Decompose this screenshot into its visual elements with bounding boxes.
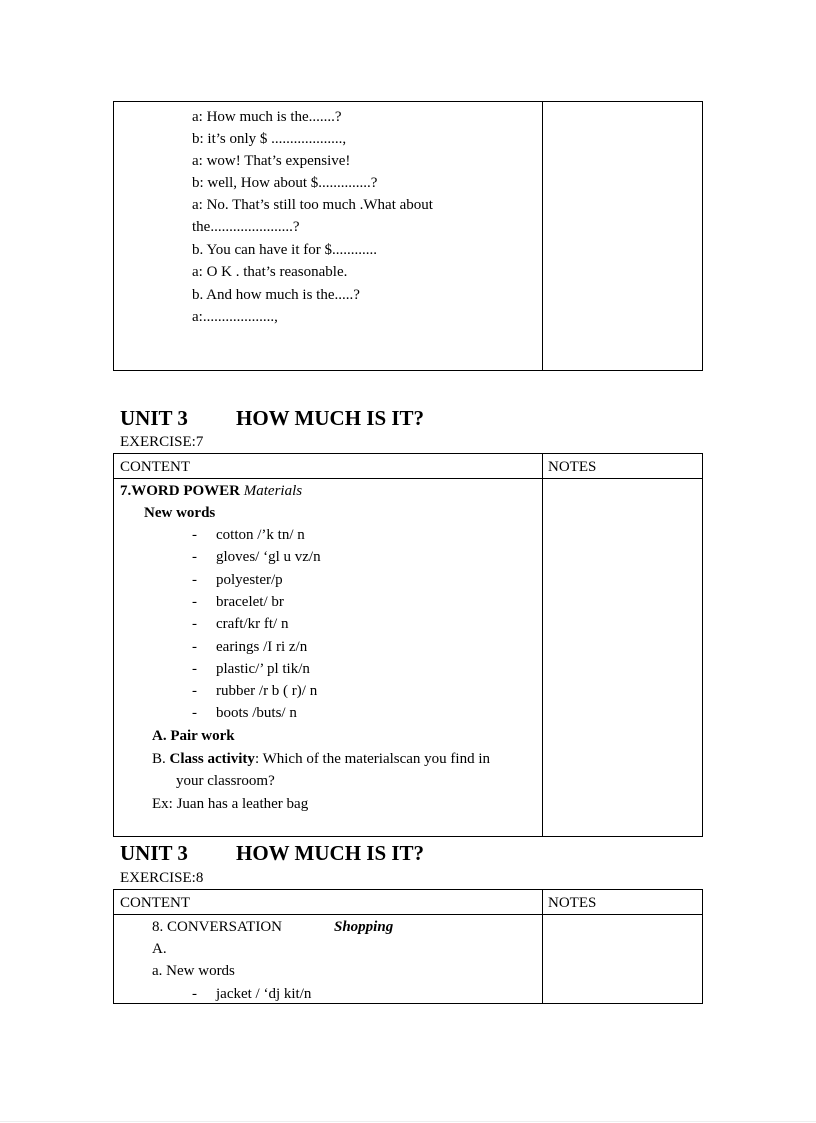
unit-title: HOW MUCH IS IT?: [236, 841, 425, 865]
unit-title: HOW MUCH IS IT?: [236, 406, 425, 430]
item-b-marker: B.: [152, 751, 166, 767]
header-divider: [114, 914, 702, 915]
column-header-content: CONTENT: [120, 459, 190, 475]
dialogue-line: b: well, How about $..............?: [192, 175, 378, 191]
dialogue-line: b. You can have it for $............: [192, 242, 377, 258]
vocab-word: gloves/ ‘gl u vz/n: [216, 549, 321, 565]
column-divider: [542, 102, 543, 370]
unit-label: UNIT 3: [120, 841, 188, 865]
dialogue-line: b: it’s only $ ...................,: [192, 131, 347, 147]
item-a: [152, 729, 235, 744]
vocab-word: polyester/p: [216, 572, 283, 588]
section-heading-italic: Materials: [243, 483, 303, 499]
unit-heading: [120, 841, 425, 865]
column-header-content: CONTENT: [120, 895, 190, 911]
bullet-dash: -: [192, 639, 197, 655]
bullet-dash: -: [192, 705, 197, 721]
item-b-continuation: your classroom?: [176, 773, 275, 789]
bullet-dash: -: [192, 616, 197, 632]
bullet-dash: -: [192, 661, 197, 677]
vocab-word: bracelet/ br: [216, 594, 284, 610]
dialogue-line: a: How much is the.......?: [192, 109, 342, 125]
exercise-7-table: [113, 453, 703, 837]
vocab-word: cotton /’k tn/ n: [216, 527, 305, 543]
dialogue-line: b. And how much is the.....?: [192, 287, 360, 303]
section-heading: [120, 484, 302, 499]
page-bottom-rule: [0, 1121, 816, 1122]
vocab-word: craft/kr ft/ n: [216, 616, 289, 632]
dialogue-line: a: No. That’s still too much .What about: [192, 197, 433, 213]
unit-heading: [120, 406, 425, 430]
bullet-dash: -: [192, 527, 197, 543]
dialogue-line: a:...................,: [192, 309, 278, 325]
dialogue-table: [113, 101, 703, 371]
bullet-dash: -: [192, 549, 197, 565]
section-heading-text: 8. CONVERSATION: [152, 919, 283, 935]
item-b-bold: Class activity: [169, 751, 255, 767]
bullet-dash: -: [192, 986, 197, 1002]
vocab-word: plastic/’ pl tik/n: [216, 661, 310, 677]
bullet-dash: -: [192, 572, 197, 588]
dialogue-line: a: wow! That’s expensive!: [192, 153, 351, 169]
vocab-word: earings /I ri z/n: [216, 639, 308, 655]
dialogue-line: a: O K . that’s reasonable.: [192, 264, 348, 280]
example-line: Ex: Juan has a leather bag: [152, 796, 309, 812]
bullet-dash: -: [192, 594, 197, 610]
header-divider: [114, 478, 702, 479]
item-a-sub: a. New words: [152, 963, 235, 979]
vocab-word: boots /buts/ n: [216, 705, 297, 721]
item-a-text: Pair work: [170, 728, 235, 744]
dialogue-line: the......................?: [192, 219, 300, 235]
vocab-word: jacket / ‘dj kit/n: [216, 986, 312, 1002]
column-header-notes: NOTES: [548, 895, 597, 911]
bullet-dash: -: [192, 683, 197, 699]
item-b: [152, 752, 490, 767]
exercise-label: EXERCISE:7: [120, 434, 204, 450]
item-a-marker: A.: [152, 728, 167, 744]
exercise-label: EXERCISE:8: [120, 870, 204, 886]
new-words-label: New words: [144, 505, 216, 521]
section-heading-italic: Shopping: [334, 919, 394, 935]
item-a: A.: [152, 941, 167, 957]
exercise-8-table: [113, 889, 703, 1004]
column-divider: [542, 890, 543, 1003]
vocab-word: rubber /r b ( r)/ n: [216, 683, 318, 699]
item-b-text: : Which of the materialscan you find in: [254, 751, 491, 767]
column-header-notes: NOTES: [548, 459, 597, 475]
section-heading-bold: 7.WORD POWER: [120, 483, 240, 499]
column-divider: [542, 454, 543, 836]
section-heading: [152, 919, 394, 935]
unit-label: UNIT 3: [120, 406, 188, 430]
